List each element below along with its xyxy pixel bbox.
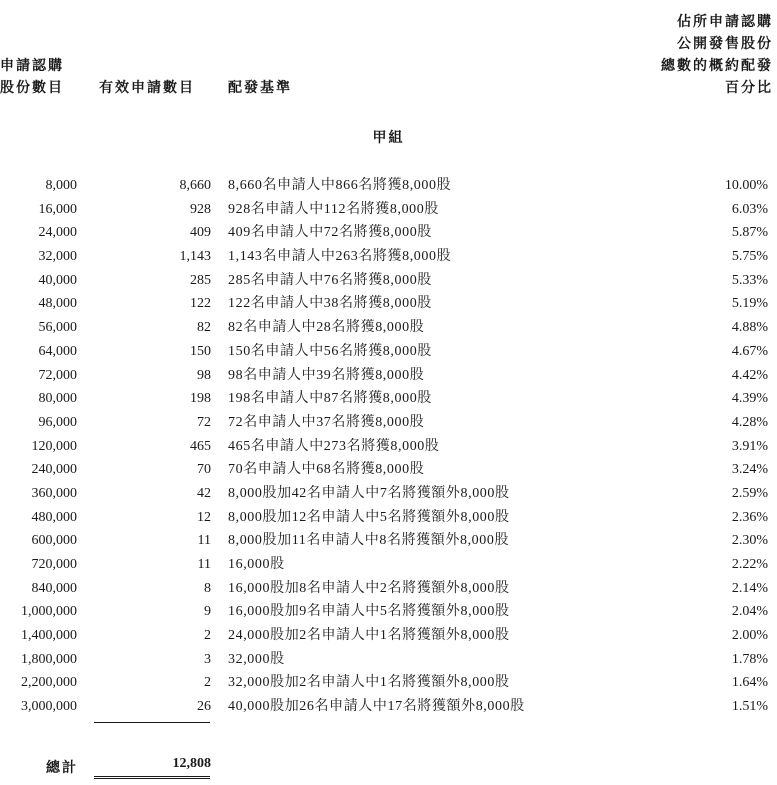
cell-valid-applications: 285 bbox=[190, 272, 211, 288]
cell-basis-of-allotment: 70名申請人中68名將獲8,000股 bbox=[228, 462, 425, 478]
cell-valid-applications: 11 bbox=[197, 533, 211, 549]
cell-shares-applied: 48,000 bbox=[38, 296, 77, 312]
cell-valid-applications: 2 bbox=[204, 628, 211, 644]
table-row bbox=[0, 175, 777, 199]
header-approx-percentage-line: 公開發售股份 bbox=[677, 36, 773, 52]
cell-approx-percentage: 2.36% bbox=[731, 509, 768, 525]
cell-valid-applications: 9 bbox=[204, 604, 211, 620]
cell-basis-of-allotment: 32,000股 bbox=[228, 651, 285, 667]
cell-approx-percentage: 4.28% bbox=[731, 414, 768, 430]
cell-valid-applications: 82 bbox=[197, 320, 211, 336]
cell-valid-applications: 26 bbox=[197, 699, 211, 715]
cell-approx-percentage: 4.39% bbox=[731, 391, 768, 407]
cell-basis-of-allotment: 98名申請人中39名將獲8,000股 bbox=[228, 367, 425, 383]
cell-approx-percentage: 5.19% bbox=[731, 296, 768, 312]
cell-valid-applications: 1,143 bbox=[179, 249, 211, 265]
cell-shares-applied: 360,000 bbox=[31, 485, 77, 501]
cell-basis-of-allotment: 409名申請人中72名將獲8,000股 bbox=[228, 225, 432, 241]
cell-basis-of-allotment: 72名申請人中37名將獲8,000股 bbox=[228, 414, 425, 430]
cell-shares-applied: 64,000 bbox=[38, 343, 77, 359]
cell-shares-applied: 56,000 bbox=[38, 320, 77, 336]
header-approx-percentage-line: 總數的概約配發 bbox=[661, 58, 773, 74]
cell-shares-applied: 40,000 bbox=[38, 272, 77, 288]
cell-shares-applied: 32,000 bbox=[38, 249, 77, 265]
header-approx-percentage bbox=[661, 11, 773, 99]
header-approx-percentage-line: 百分比 bbox=[725, 80, 773, 96]
subtotal-rule bbox=[94, 722, 210, 723]
cell-approx-percentage: 10.00% bbox=[724, 178, 768, 193]
cell-basis-of-allotment: 465名申請人中273名將獲8,000股 bbox=[228, 438, 440, 454]
cell-valid-applications: 72 bbox=[197, 414, 211, 430]
table-row bbox=[0, 672, 777, 696]
table-row bbox=[0, 554, 777, 578]
cell-valid-applications: 122 bbox=[190, 296, 211, 312]
table-row bbox=[0, 578, 777, 602]
cell-valid-applications: 409 bbox=[190, 225, 211, 241]
table-row bbox=[0, 507, 777, 531]
cell-valid-applications: 98 bbox=[197, 367, 211, 383]
table-row bbox=[0, 341, 777, 365]
cell-basis-of-allotment: 8,000股加12名申請人中5名將獲額外8,000股 bbox=[228, 509, 510, 525]
header-valid-applications: 有效申請數目 bbox=[99, 80, 195, 96]
cell-approx-percentage: 5.87% bbox=[731, 225, 768, 241]
table-row bbox=[0, 222, 777, 246]
cell-basis-of-allotment: 1,143名申請人中263名將獲8,000股 bbox=[228, 249, 452, 265]
cell-valid-applications: 2 bbox=[204, 675, 211, 691]
cell-approx-percentage: 4.42% bbox=[731, 367, 768, 383]
cell-approx-percentage: 6.03% bbox=[731, 201, 768, 217]
cell-basis-of-allotment: 285名申請人中76名將獲8,000股 bbox=[228, 272, 432, 288]
table-row bbox=[0, 412, 777, 436]
table-row bbox=[0, 317, 777, 341]
cell-valid-applications: 70 bbox=[197, 462, 211, 478]
table-row bbox=[0, 199, 777, 223]
cell-shares-applied: 480,000 bbox=[31, 509, 77, 525]
cell-shares-applied: 1,000,000 bbox=[21, 604, 77, 620]
cell-shares-applied: 120,000 bbox=[31, 438, 77, 454]
cell-shares-applied: 1,400,000 bbox=[21, 628, 77, 644]
allotment-table bbox=[0, 175, 777, 720]
cell-basis-of-allotment: 40,000股加26名申請人中17名將獲額外8,000股 bbox=[228, 699, 525, 715]
cell-approx-percentage: 2.59% bbox=[731, 485, 768, 501]
cell-shares-applied: 24,000 bbox=[38, 225, 77, 241]
total-double-rule bbox=[94, 776, 210, 779]
cell-basis-of-allotment: 8,000股加42名申請人中7名將獲額外8,000股 bbox=[228, 485, 510, 501]
cell-approx-percentage: 1.51% bbox=[731, 699, 768, 715]
total-applications: 12,808 bbox=[172, 756, 211, 771]
cell-valid-applications: 465 bbox=[190, 438, 211, 454]
total-label: 總計 bbox=[46, 760, 78, 776]
table-row bbox=[0, 436, 777, 460]
cell-approx-percentage: 4.88% bbox=[731, 320, 768, 336]
cell-approx-percentage: 1.64% bbox=[731, 675, 768, 691]
cell-basis-of-allotment: 928名申請人中112名將獲8,000股 bbox=[228, 201, 439, 217]
table-row bbox=[0, 293, 777, 317]
table-row bbox=[0, 246, 777, 270]
cell-valid-applications: 150 bbox=[190, 343, 211, 359]
cell-basis-of-allotment: 122名申請人中38名將獲8,000股 bbox=[228, 296, 432, 312]
cell-basis-of-allotment: 16,000股加8名申請人中2名將獲額外8,000股 bbox=[228, 580, 510, 596]
cell-approx-percentage: 2.00% bbox=[731, 628, 768, 644]
cell-shares-applied: 80,000 bbox=[38, 391, 77, 407]
header-shares-applied bbox=[0, 55, 64, 99]
table-row bbox=[0, 601, 777, 625]
cell-basis-of-allotment: 82名申請人中28名將獲8,000股 bbox=[228, 320, 425, 336]
cell-shares-applied: 96,000 bbox=[38, 414, 77, 430]
table-row bbox=[0, 270, 777, 294]
cell-shares-applied: 3,000,000 bbox=[21, 699, 77, 715]
cell-basis-of-allotment: 24,000股加2名申請人中1名將獲額外8,000股 bbox=[228, 628, 510, 644]
cell-shares-applied: 240,000 bbox=[31, 462, 77, 478]
cell-approx-percentage: 4.67% bbox=[731, 343, 768, 359]
cell-basis-of-allotment: 150名申請人中56名將獲8,000股 bbox=[228, 343, 432, 359]
cell-approx-percentage: 1.78% bbox=[731, 651, 768, 667]
cell-approx-percentage: 2.22% bbox=[731, 557, 768, 572]
cell-basis-of-allotment: 32,000股加2名申請人中1名將獲額外8,000股 bbox=[228, 675, 510, 691]
cell-valid-applications: 8,660 bbox=[179, 178, 211, 193]
group-title: 甲組 bbox=[372, 130, 405, 146]
cell-approx-percentage: 2.14% bbox=[731, 580, 768, 596]
cell-shares-applied: 1,800,000 bbox=[21, 651, 77, 667]
cell-valid-applications: 198 bbox=[190, 391, 211, 407]
cell-basis-of-allotment: 16,000股加9名申請人中5名將獲額外8,000股 bbox=[228, 604, 510, 620]
cell-shares-applied: 16,000 bbox=[38, 201, 77, 217]
cell-shares-applied: 8,000 bbox=[45, 178, 77, 193]
header-shares-applied-line: 申請認購 bbox=[0, 58, 64, 74]
cell-shares-applied: 2,200,000 bbox=[21, 675, 77, 691]
cell-approx-percentage: 5.75% bbox=[731, 249, 768, 265]
cell-approx-percentage: 3.24% bbox=[731, 462, 768, 478]
cell-valid-applications: 42 bbox=[197, 485, 211, 501]
table-row bbox=[0, 530, 777, 554]
cell-basis-of-allotment: 8,000股加11名申請人中8名將獲額外8,000股 bbox=[228, 533, 510, 549]
cell-approx-percentage: 2.30% bbox=[731, 533, 768, 549]
cell-shares-applied: 840,000 bbox=[31, 580, 77, 596]
cell-basis-of-allotment: 16,000股 bbox=[228, 557, 285, 572]
cell-basis-of-allotment: 198名申請人中87名將獲8,000股 bbox=[228, 391, 432, 407]
table-row bbox=[0, 649, 777, 673]
table-row bbox=[0, 483, 777, 507]
cell-approx-percentage: 5.33% bbox=[731, 272, 768, 288]
cell-valid-applications: 8 bbox=[204, 580, 211, 596]
cell-valid-applications: 3 bbox=[204, 651, 211, 667]
cell-valid-applications: 928 bbox=[190, 201, 211, 217]
header-approx-percentage-line: 佔所申請認購 bbox=[677, 14, 773, 30]
cell-valid-applications: 11 bbox=[197, 557, 211, 572]
cell-approx-percentage: 2.04% bbox=[731, 604, 768, 620]
cell-shares-applied: 600,000 bbox=[31, 533, 77, 549]
cell-shares-applied: 72,000 bbox=[38, 367, 77, 383]
header-basis-of-allotment: 配發基準 bbox=[228, 80, 292, 96]
table-row bbox=[0, 696, 777, 720]
table-row bbox=[0, 388, 777, 412]
table-row bbox=[0, 365, 777, 389]
cell-shares-applied: 720,000 bbox=[31, 557, 77, 572]
cell-basis-of-allotment: 8,660名申請人中866名將獲8,000股 bbox=[228, 178, 452, 193]
cell-valid-applications: 12 bbox=[197, 509, 211, 525]
table-row bbox=[0, 459, 777, 483]
cell-approx-percentage: 3.91% bbox=[731, 438, 768, 454]
table-row bbox=[0, 625, 777, 649]
header-shares-applied-line: 股份數目 bbox=[0, 80, 64, 96]
